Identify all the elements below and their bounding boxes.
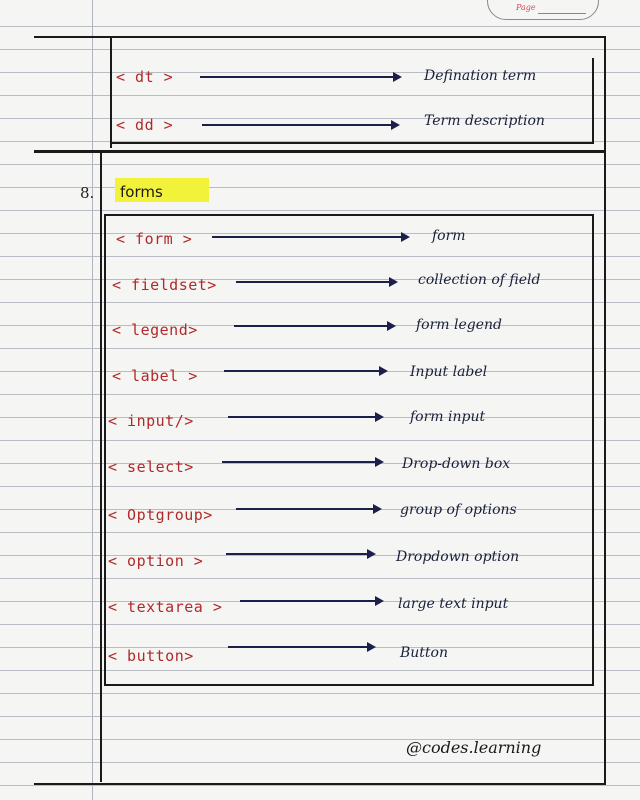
description-label: large text input [398,596,509,612]
stamp-line [538,13,586,14]
tag-label: < select> [108,458,194,476]
tag-label: < input/> [108,412,194,430]
tag-label: < label > [112,367,198,385]
top-list-box [34,36,606,152]
top-box-inner-left [110,38,112,148]
stamp-label: Page [516,3,536,12]
forms-outer-left [100,152,102,782]
tag-label: < legend> [112,321,198,339]
description-label: form legend [416,317,503,333]
tag-label: < Optgroup> [108,506,213,524]
section-title: forms [120,183,163,201]
arrow-icon [228,646,374,648]
description-label: collection of field [418,272,541,288]
arrow-icon [202,124,398,126]
description-label: Dropdown option [396,549,520,565]
tag-label: < dt > [116,68,174,86]
tag-label: < dd > [116,116,174,134]
description-label: group of options [400,502,517,518]
tag-label: < textarea > [108,598,223,616]
page-stamp [487,0,599,20]
tag-label: < button> [108,647,194,665]
arrow-icon [236,508,380,510]
arrow-icon [226,553,374,555]
description-label: Input label [410,364,488,380]
tag-label: < fieldset> [112,276,217,294]
section-number: 8. [80,184,95,202]
arrow-icon [224,370,386,372]
description-label: Button [400,645,449,661]
arrow-icon [212,236,408,238]
arrow-icon [222,461,382,463]
description-label: Term description [424,113,545,129]
arrow-icon [240,600,382,602]
top-box-inner-right [592,58,594,144]
arrow-icon [234,325,394,327]
description-label: form input [410,409,486,425]
arrow-icon [236,281,396,283]
tag-label: < form > [116,230,193,248]
description-label: Defination term [424,68,537,84]
arrow-icon [200,76,400,78]
top-box-inner-bottom [110,142,594,144]
arrow-icon [228,416,382,418]
tag-label: < option > [108,552,204,570]
description-label: Drop-down box [402,456,511,472]
credit-handle: @codes.learning [406,738,542,757]
description-label: form [432,228,466,244]
